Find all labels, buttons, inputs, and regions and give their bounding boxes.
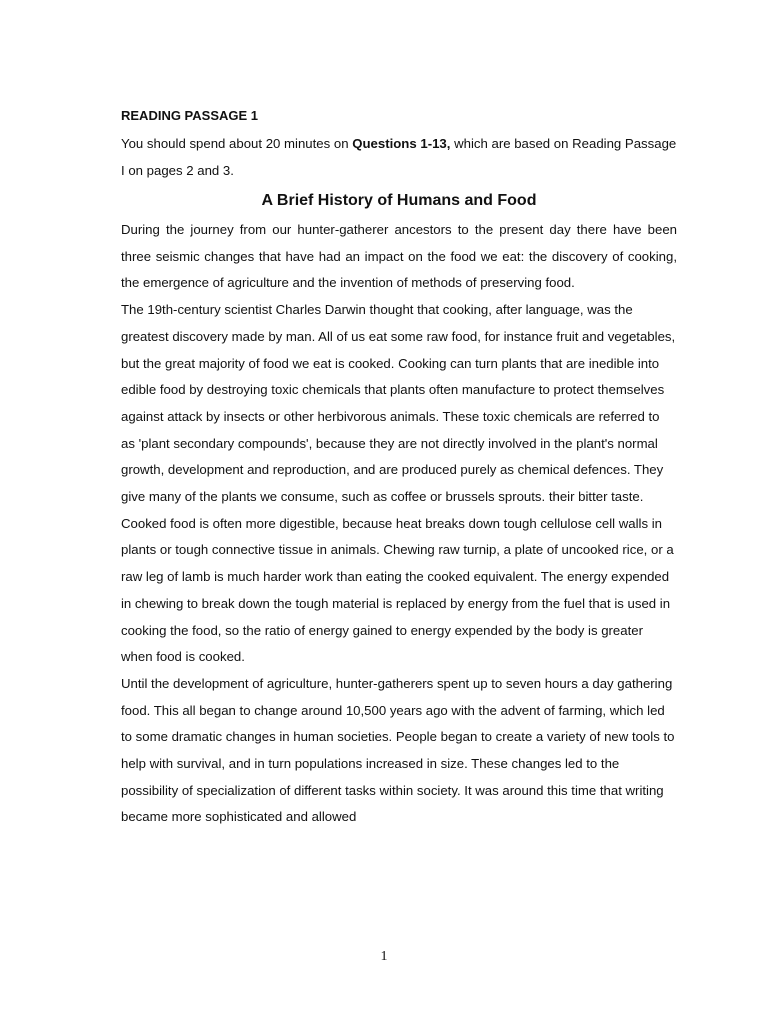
paragraph-3: Cooked food is often more digestible, because heat breaks down tough cellulose cell walls in plants or tough connective tissue in animals. Chewing raw turnip, a plate of uncooked rice, or a raw leg of lamb is much harder work than eating the cooked equivalent. The energy expended in chewing to break down the tough material is replaced by energy from the fuel that is used in cooking the food, so the ratio of energy gained to energy expended by the body is greater when food is cooked.: [121, 515, 674, 665]
instructions-prefix: You should spend about 20 minutes on: [121, 136, 353, 151]
page-content: [121, 106, 677, 831]
instructions-questions: Questions 1-13,: [352, 136, 451, 151]
instructions: [121, 131, 677, 184]
paragraph-4: Until the development of agriculture, hunter-gatherers spent up to seven hours a day gathering food. This all began to change around 10,500 years ago with the advent of farming, which led to some dramatic changes in human societies. People began to create a variety of new tools to help with survival, and in turn populations increased in size. These changes led to the possibility of specialization of different tasks within society. It was around this time that writing became more sophisticated and allowed: [121, 675, 675, 825]
paragraph-1: During the journey from our hunter-gatherer ancestors to the present day there have been three seismic changes that have had an impact on the food we eat: the discovery of cooking, the emergence of agriculture and the invention of methods of preserving food.: [121, 222, 677, 291]
section-heading: READING PASSAGE 1: [121, 108, 259, 123]
instructions-suffix: which are based on Reading Passage I on pages 2 and 3.: [121, 136, 677, 178]
paragraph-2: The 19th-century scientist Charles Darwin thought that cooking, after language, was the greatest discovery made by man. All of us eat some raw food, for instance fruit and vegetables, but the great majority of food we eat is cooked. Cooking can turn plants that are inedible into edible food by destroying toxic chemicals that plants often manufacture to protect themselves against attack by insects or other herbivorous animals. These toxic chemicals are referred to as 'plant secondary compounds', because they are not directly involved in the plant's normal growth, development and reproduction, and are produced purely as chemical defences. They give many of the plants we consume, such as coffee or brussels sprouts. their bitter taste.: [121, 302, 676, 505]
passage-title: A Brief History of Humans and Food: [261, 192, 537, 209]
page-number: 1: [380, 949, 388, 964]
